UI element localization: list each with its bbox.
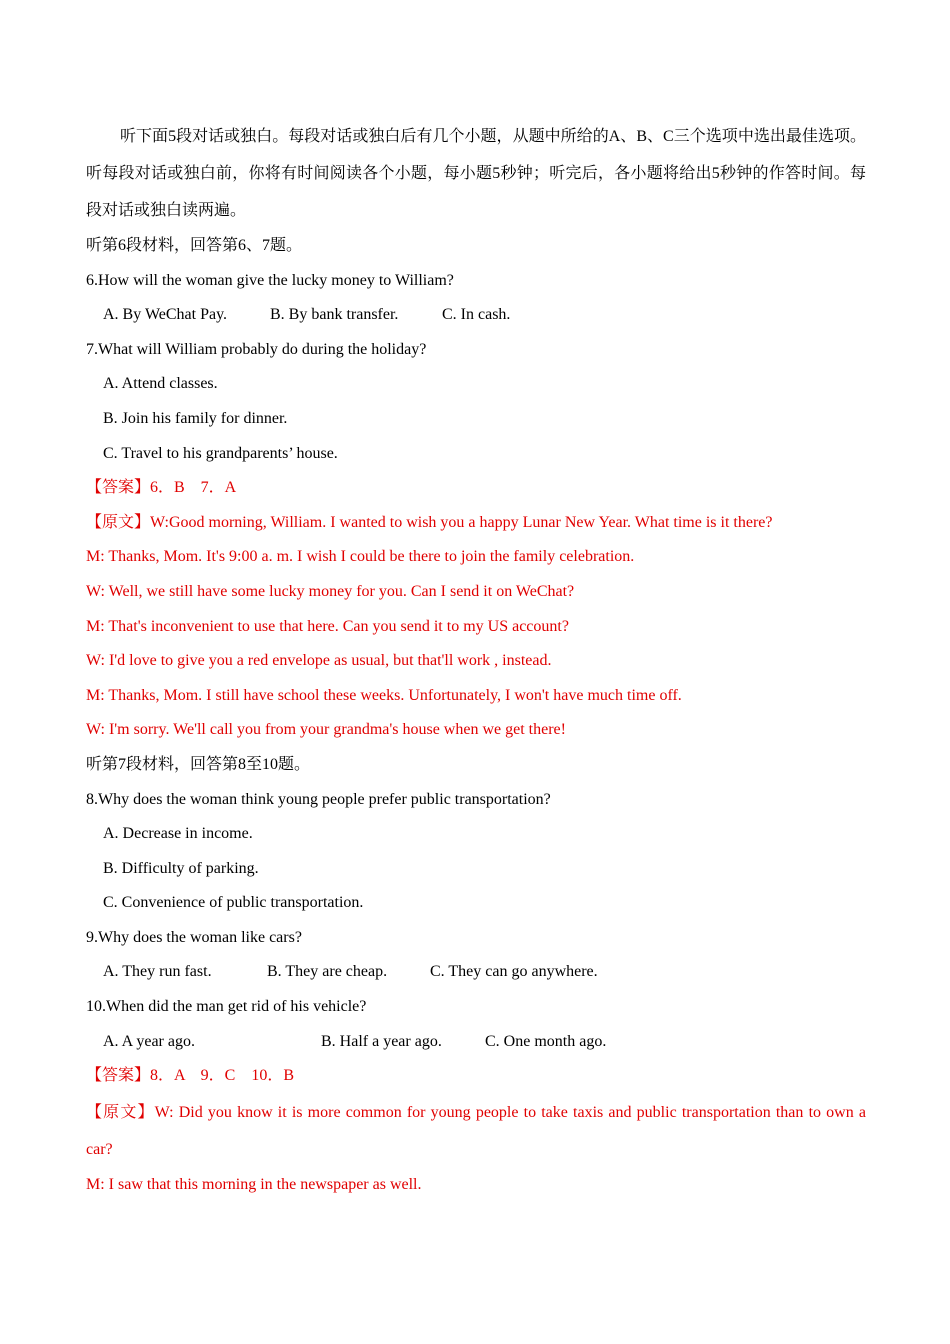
exam-page	[86, 118, 866, 1202]
option-10c: C. One month ago.	[485, 1032, 607, 1050]
question-10-options	[86, 1025, 866, 1060]
question-6: 6.How will the woman give the lucky money to William?	[86, 271, 454, 289]
option-7a: A. Attend classes.	[103, 375, 218, 393]
option-9b: B. They are cheap.	[267, 963, 388, 981]
transcript-line: M: That's inconvenient to use that here. Can you send it to my US account?	[86, 617, 569, 635]
option-6b: B. By bank transfer.	[270, 306, 399, 324]
section-6-heading: 听第6段材料，回答第6、7题。	[86, 237, 303, 254]
option-9c: C. They can go anywhere.	[430, 963, 598, 981]
transcript-line: M: Thanks, Mom. I still have school these weeks. Unfortunately, I won't have much time off.	[86, 686, 682, 704]
transcript-line: W: Well, we still have some lucky money for you. Can I send it on WeChat?	[86, 582, 575, 600]
transcript-line: M: I saw that this morning in the newspaper as well.	[86, 1175, 422, 1193]
section-7-heading: 听第7段材料，回答第8至10题。	[86, 755, 311, 773]
question-9-options	[86, 955, 866, 990]
transcript-line: 【原文】W: Did you know it is more common for young people to take taxis and public transportation than to own a car?	[86, 1103, 866, 1158]
question-10: 10.When did the man get rid of his vehicle?	[86, 998, 367, 1016]
option-6a: A. By WeChat Pay.	[103, 306, 228, 324]
option-10a: A. A year ago.	[103, 1032, 195, 1050]
intro-paragraph: 听下面5段对话或独白。每段对话或独白后有几个小题，从题中所给的A、B、C三个选项中选出最佳选项。听每段对话或独白前，你将有时间阅读各个小题，每小题5秒钟；听完后，各小题将给出5秒钟的作答时间。每段对话或独白读两遍。	[86, 128, 866, 219]
question-7: 7.What will William probably do during the holiday?	[86, 340, 427, 358]
question-9: 9.Why does the woman like cars?	[86, 928, 302, 946]
option-8c: C. Convenience of public transportation.	[103, 894, 364, 912]
answer-8-10: 【答案】8．A 9．C 10．B	[86, 1067, 295, 1085]
option-6c: C. In cash.	[442, 306, 511, 324]
option-7c: C. Travel to his grandparents’ house.	[103, 444, 338, 462]
transcript-line: W: I'd love to give you a red envelope as usual, but that'll work , instead.	[86, 652, 552, 670]
option-8b: B. Difficulty of parking.	[103, 859, 259, 877]
option-10b: B. Half a year ago.	[321, 1032, 442, 1050]
transcript-line: 【原文】W:Good morning, William. I wanted to wish you a happy Lunar New Year. What time is it there?	[86, 513, 773, 531]
transcript-line: W: I'm sorry. We'll call you from your grandma's house when we get there!	[86, 721, 566, 739]
option-7b: B. Join his family for dinner.	[103, 409, 288, 427]
option-8a: A. Decrease in income.	[103, 825, 253, 843]
answer-6-7: 【答案】6．B 7．A	[86, 479, 237, 497]
question-8: 8.Why does the woman think young people prefer public transportation?	[86, 790, 551, 808]
transcript-line: M: Thanks, Mom. It's 9:00 a. m. I wish I could be there to join the family celebration.	[86, 548, 635, 566]
question-6-options	[86, 298, 866, 333]
option-9a: A. They run fast.	[103, 963, 212, 981]
